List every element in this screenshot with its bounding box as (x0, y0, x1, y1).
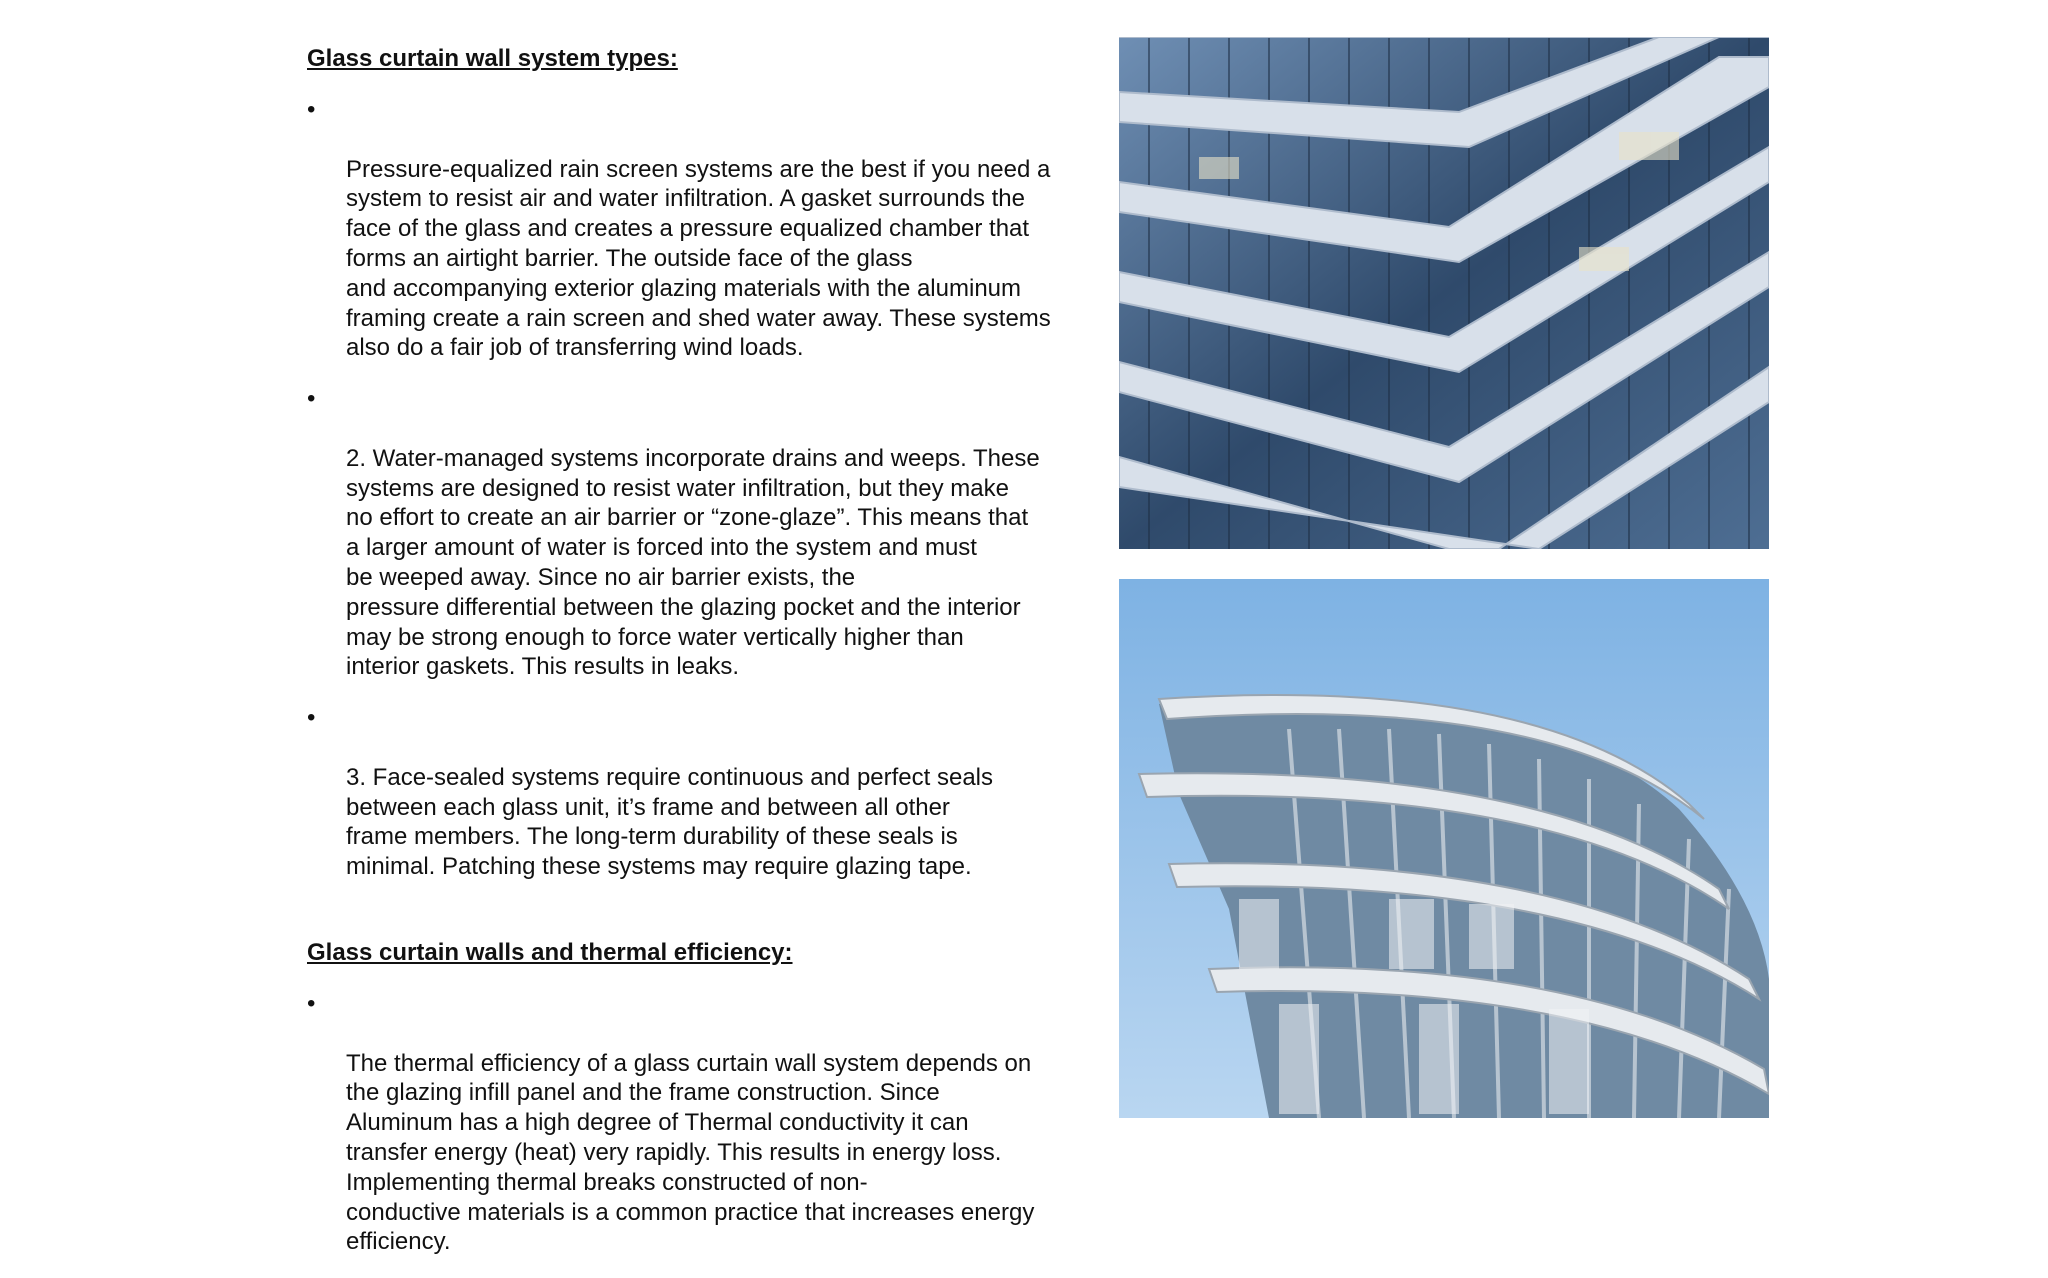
bullet-text: The thermal efficiency of a glass curtain wall system depends on the glazing infill panel and the frame construction. Since Aluminum has a high degree of Thermal conductivity it can transfer energy (heat) very rapidly. This results in energy loss. Implementing thermal breaks constructed of non- conductive materials is a common practice that increases energy efficiency. (346, 1049, 1035, 1256)
list-item (307, 95, 1087, 363)
list-item (307, 384, 1087, 682)
bullet-icon: • (307, 704, 316, 732)
bullet-text: 2. Water-managed systems incorporate drains and weeps. These systems are designed to resist water infiltration, but they make no effort to create an air barrier or “zone-glaze”. This means that a larger amount of water is forced into the system and must be weeped away. Since no air barrier exists, the pressure differential between the glazing pocket and the interior may be strong enough to force water vertically higher than interior gaskets. This results in leaks. (346, 444, 1040, 681)
section-heading: Glass curtain wall system types: (307, 45, 678, 72)
list-item (307, 989, 1087, 1257)
bullet-icon: • (307, 989, 316, 1017)
list-item (307, 703, 1087, 882)
bullet-text: 3. Face-sealed systems require continuous and perfect seals between each glass unit, it’s frame and between all other frame members. The long-term durability of these seals is minimal. Patching these systems may require glazing tape. (346, 763, 994, 881)
slide-text-column (307, 44, 1087, 1278)
bullet-list (307, 989, 1087, 1257)
bullet-text: Pressure-equalized rain screen systems are the best if you need a system to resist air and water infiltration. A gasket surrounds the face of the glass and creates a pressure equalized chamber that forms an airtight barrier. The outside face of the glass and accompanying exterior glazing materials with the aluminum framing create a rain screen and shed water away. These systems also do a fair job of transferring wind loads. (346, 155, 1051, 362)
building-facade-chevron-icon (1119, 37, 1769, 549)
section-system-types (307, 44, 1087, 882)
section-heading: Glass curtain walls and thermal efficiency: (307, 938, 793, 966)
section-thermal-efficiency (307, 938, 1087, 1257)
bullet-list (307, 95, 1087, 882)
bullet-icon: • (307, 385, 316, 413)
curved-building-photo (1119, 579, 1769, 1118)
curved-building-icon (1119, 579, 1769, 1118)
building-facade-chevron-photo (1119, 37, 1769, 549)
bullet-icon: • (307, 96, 316, 123)
